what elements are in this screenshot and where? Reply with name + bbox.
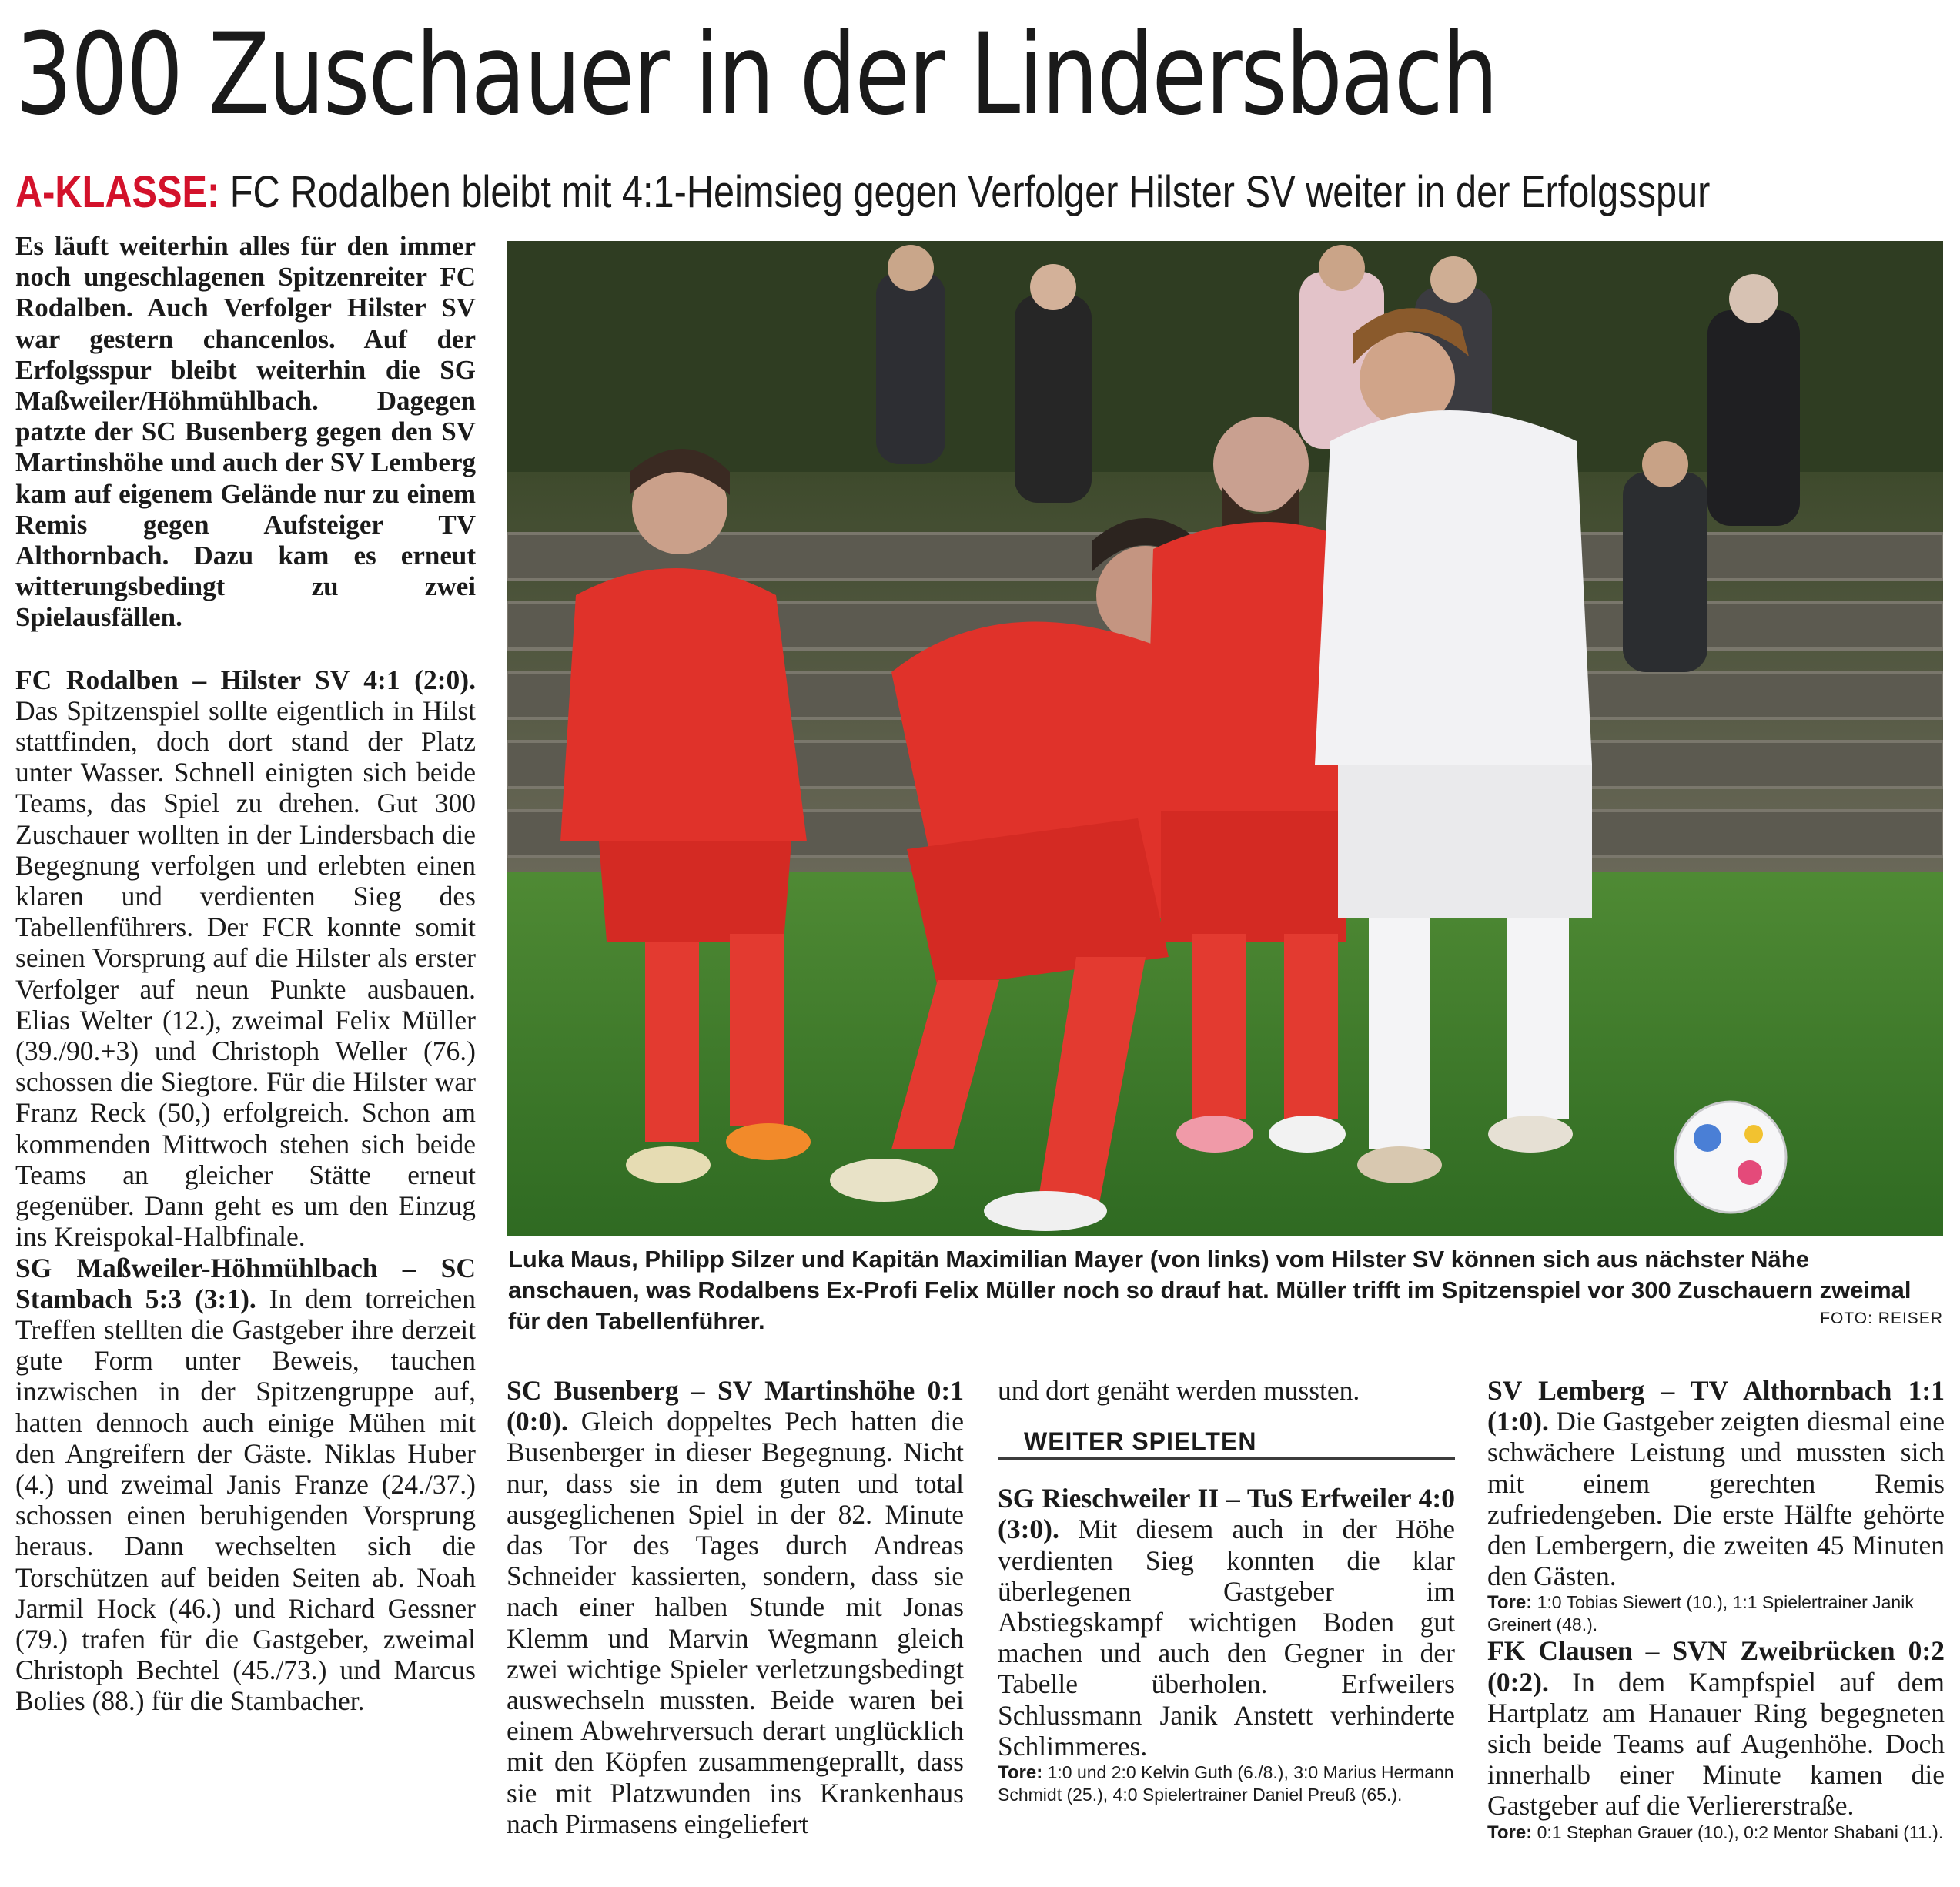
goals-label: Tore: (1487, 1822, 1533, 1843)
text-massweiler: In dem torreichen Treffen stellten die Gastgeber ihre derzeit gute Form unter Beweis, tauchen inzwischen in der Spitzengruppe auf, hatten dennoch auch einige Mühen mit den Angreifern der Gäste. Niklas Huber (4.) und zweimal Janis Franze (24./37.) schossen einen beruhigenden Vorsprung heraus. Dann wechselten sich die Torschützen auf beiden Seiten ab. Noah Jarmil Hock (46.) und Richard Gessner (79.) trafen für die Gastgeber, zweimal Christoph Bechtel (45./73.) und Marcus Bolies (88.) für die Stambacher. (15, 1283, 476, 1717)
result-rieschweiler: SG Rieschweiler II – TuS Erfweiler 4:0 (3:0). (998, 1483, 1455, 1545)
goals-text: 1:0 Tobias Siewert (10.), 1:1 Spielertrainer Janik Greinert (48.). (1487, 1592, 1914, 1635)
article-rieschweiler (998, 1483, 1455, 1762)
match-photo-illustration (507, 241, 1943, 1236)
column-2 (507, 1375, 964, 1839)
column-4 (1487, 1375, 1945, 1844)
text-lemberg: Die Gastgeber zeigten diesmal eine schwächere Leistung und mussten sich mit einem gerechten Remis zufriedengeben. Die erste Hälfte gehörte den Lembergern, die zweiten 45 Minuten den Gästen. (1487, 1406, 1945, 1592)
goals-lemberg (1487, 1591, 1945, 1635)
text-rodalben: Das Spitzenspiel sollte eigentlich in Hilst stattfinden, doch dort stand der Platz unter Wasser. Schnell einigten sich beide Teams, das Spiel zu drehen. Gut 300 Zuschauer wollten in der Lindersbach die Begegnung verfolgen und erlebten einen klaren und verdienten Sieg des Tabellenführers. Der FCR konnte somit seinen Vorsprung auf die Hilster als erster Verfolger auf neun Punkte ausbauen. Elias Welter (12.), zweimal Felix Müller (39./90.+3) und Christoph Weller (76.) schossen die Siegtore. Für die Hilster war Franz Reck (50,) erfolgreich. Schon am kommenden Mittwoch stehen sich beide Teams an gleicher Stätte erneut gegenüber. Dann geht es um den Einzug ins Kreispokal-Halbfinale. (15, 694, 476, 1253)
weiter-spielten-heading: WEITER SPIELTEN (998, 1423, 1455, 1460)
result-rodalben: FC Rodalben – Hilster SV 4:1 (2:0). (15, 664, 476, 695)
photo-credit: FOTO: REISER (1820, 1310, 1943, 1327)
article-massweiler (15, 1253, 476, 1717)
goals-clausen (1487, 1822, 1945, 1844)
article-rodalben (15, 664, 476, 1253)
column-3 (998, 1375, 1455, 1805)
goals-label: Tore: (1487, 1592, 1533, 1614)
result-massweiler: SG Maßweiler-Höhmühlbach – SC Stambach 5:3 (3:1). (15, 1252, 476, 1314)
text-clausen: In dem Kampfspiel auf dem Hartplatz am Hanauer Ring begegneten sich beide Teams auf Augenhöhe. Doch innerhalb einer Minute kamen die Gastgeber auf die Verliererstraße. (1487, 1666, 1945, 1822)
text-busenberg-continued: und dort genäht werden mussten. (998, 1375, 1360, 1406)
goals-text: 1:0 und 2:0 Kelvin Guth (6./8.), 3:0 Marius Hermann Schmidt (25.), 4:0 Spielertrainer Daniel Preuß (65.). (998, 1762, 1454, 1805)
subheadline (15, 166, 1711, 219)
article-clausen (1487, 1635, 1945, 1821)
goals-label: Tore: (998, 1762, 1043, 1784)
football (1675, 1102, 1786, 1213)
kicker: A-KLASSE: (15, 167, 220, 217)
photo-caption: Luka Maus, Philipp Silzer und Kapitän Maximilian Mayer (von links) vom Hilster SV können sich aus nächster Nähe anschauen, was Rodalbens Ex-Profi Felix Müller noch so drauf hat. Müller trifft im Spitzenspiel vor 300 Zuschauern zweimal für den Tabellenführer. (508, 1246, 1912, 1334)
column-1 (15, 231, 476, 1717)
match-photo (507, 241, 1943, 1236)
headline: 300 Zuschauer in der Lindersbach (15, 9, 1497, 140)
result-busenberg: SC Busenberg – SV Martinshöhe 0:1 (0:0). (507, 1375, 964, 1437)
goals-text: 0:1 Stephan Grauer (10.), 0:2 Mentor Shabani (11.). (1537, 1822, 1944, 1842)
goals-rieschweiler (998, 1762, 1455, 1805)
text-busenberg: Gleich doppeltes Pech hatten die Busenberger in dieser Begegnung. Nicht nur, dass sie in dem guten und total ausgeglichenen Spiel in der 82. Minute das Tor des Tages durch Andreas Schneider kassierten, sondern, dass sie nach einer halben Stunde mit Jonas Klemm und Marvin Wegmann gleich zwei wichtige Spieler verletzungsbedingt auswechseln mussten. Beide waren bei einem Abwehrversuch derart unglücklich mit den Köpfen zusammengeprallt, dass sie mit Platzwunden ins Krankenhaus nach Pirmasens eingeliefert (507, 1406, 965, 1839)
article-lemberg (1487, 1375, 1945, 1591)
article-busenberg (507, 1375, 964, 1839)
intro-paragraph: Es läuft weiterhin alles für den immer noch ungeschlagenen Spitzenreiter FC Rodalben. Auch Verfolger Hilster SV war gestern chancenlos. Auf der Erfolgsspur bleibt weiterhin die SG Maßweiler/Höhmühlbach. Dagegen patzte der SC Busenberg gegen den SV Martinshöhe und auch der SV Lemberg kam auf eigenem Gelände nur zu einem Remis gegen Aufsteiger TV Althornbach. Dazu kam es erneut witterungsbedingt zu zwei Spielausfällen. (15, 231, 476, 633)
text-rieschweiler: Mit diesem auch in der Höhe verdienten Sieg konnten die klar überlegenen Gastgeber im Abstiegskampf wichtigen Boden gut machen und auch den Gegner in der Tabelle überholen. Erfweilers Schlussmann Janik Anstett verhinderte Schlimmeres. (998, 1514, 1455, 1762)
result-lemberg: SV Lemberg – TV Althornbach 1:1 (1:0). (1487, 1375, 1945, 1437)
subheadline-text: FC Rodalben bleibt mit 4:1-Heimsieg gegen Verfolger Hilster SV weiter in der Erfolgsspur (229, 167, 1711, 217)
result-clausen: FK Clausen – SVN Zweibrücken 0:2 (0:2). (1487, 1635, 1945, 1698)
